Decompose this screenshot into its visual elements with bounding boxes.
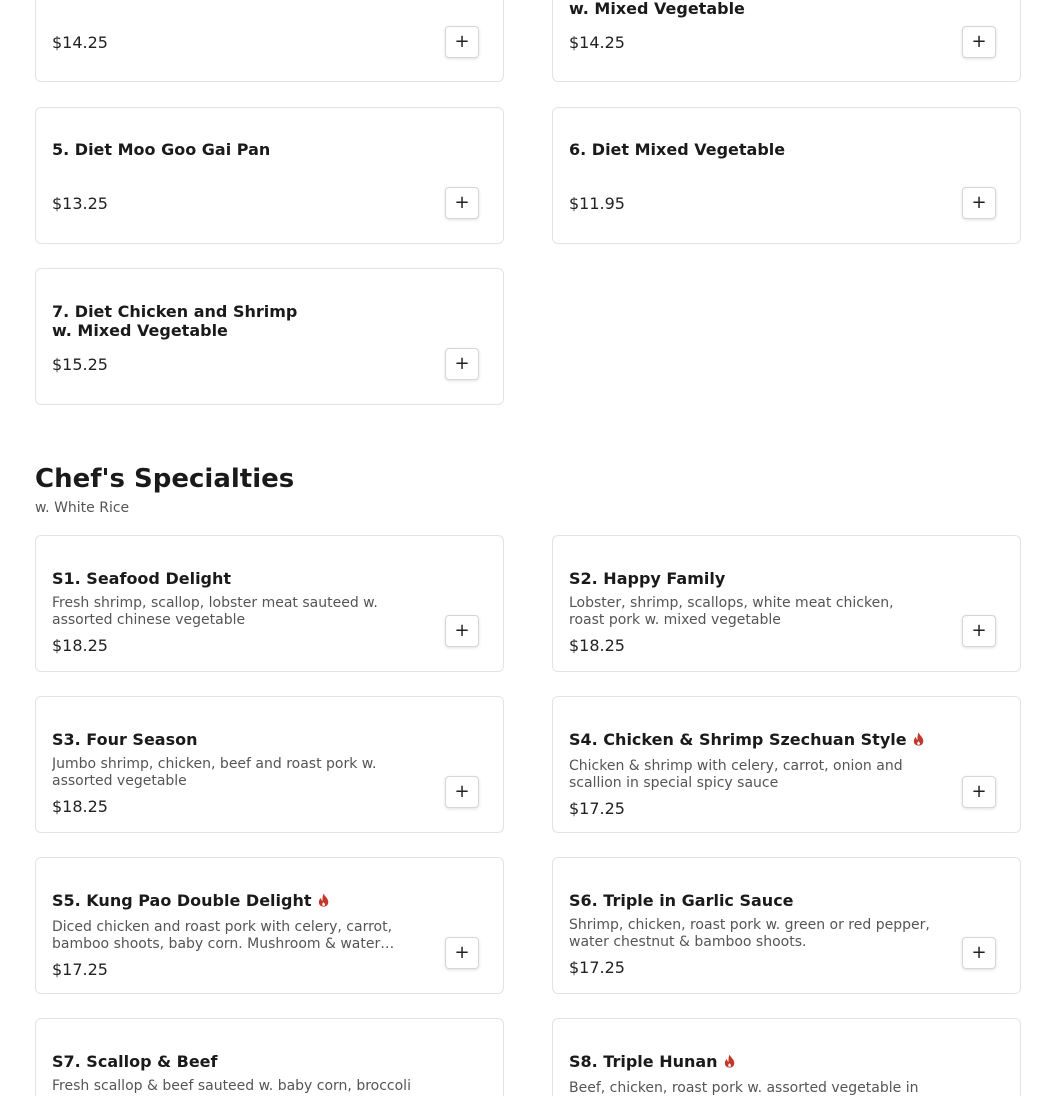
item-name-text: S4. Chicken & Shrimp Szechuan Style [569, 730, 907, 749]
menu-item-card[interactable] [35, 696, 504, 833]
item-description: Lobster, shrimp, scallops, white meat chicken, roast pork w. mixed vegetable [569, 595, 894, 628]
item-price: $17.25 [569, 958, 625, 977]
plus-icon: + [454, 353, 470, 374]
menu-item-card[interactable] [35, 857, 504, 994]
item-description: Shrimp, chicken, roast pork w. green or red pepper, water chestnut & bamboo shoots. [569, 917, 930, 950]
plus-icon: + [971, 31, 987, 52]
plus-icon: + [454, 192, 470, 213]
menu-item-card[interactable] [35, 1018, 504, 1096]
item-name: 6. Diet Mixed Vegetable [569, 140, 786, 159]
menu-item-card[interactable] [552, 107, 1021, 244]
item-price: $15.25 [52, 355, 108, 374]
plus-icon: + [454, 620, 470, 641]
menu-item-card[interactable] [35, 107, 504, 244]
menu-item-card[interactable] [552, 535, 1021, 672]
item-description: Chicken & shrimp with celery, carrot, onion and scallion in special spicy sauce [569, 758, 903, 791]
flame-icon [318, 892, 329, 911]
item-description: Fresh shrimp, scallop, lobster meat sauteed w. assorted chinese vegetable [52, 595, 378, 628]
flame-icon [913, 731, 924, 750]
item-description: Fresh scallop & beef sauteed w. baby corn, broccoli [52, 1078, 411, 1094]
item-name [569, 1052, 939, 1072]
add-to-cart-button[interactable] [445, 187, 479, 219]
item-price: $14.25 [569, 33, 625, 52]
add-to-cart-button[interactable] [962, 776, 996, 808]
item-name-line: 7. Diet Chicken and Shrimp [52, 302, 298, 321]
item-name [52, 891, 422, 911]
menu-item-card[interactable] [35, 0, 504, 82]
add-to-cart-button[interactable] [445, 776, 479, 808]
plus-icon: + [971, 192, 987, 213]
plus-icon: + [971, 620, 987, 641]
menu-item-card[interactable] [552, 857, 1021, 994]
item-name-text: S1. Seafood Delight [52, 569, 232, 588]
add-to-cart-button[interactable] [445, 26, 479, 58]
item-price: $14.25 [52, 33, 108, 52]
item-name-text: S8. Triple Hunan [569, 1052, 718, 1071]
item-name [52, 1052, 422, 1071]
menu-item-card[interactable] [552, 696, 1021, 833]
plus-icon: + [971, 781, 987, 802]
plus-icon: + [454, 942, 470, 963]
item-name [52, 302, 422, 340]
menu-item-card[interactable] [552, 1018, 1021, 1096]
item-name: 5. Diet Moo Goo Gai Pan [52, 140, 271, 159]
item-name-line: w. Mixed Vegetable [52, 321, 228, 340]
add-to-cart-button[interactable] [962, 26, 996, 58]
item-name [569, 730, 939, 750]
menu-item-card[interactable] [35, 268, 504, 405]
item-description: Beef, chicken, roast pork w. assorted vegetable in [569, 1080, 919, 1096]
item-description: Jumbo shrimp, chicken, beef and roast pork w. assorted vegetable [52, 756, 377, 789]
item-price: $18.25 [52, 636, 108, 655]
item-name-text: S2. Happy Family [569, 569, 726, 588]
item-name [569, 569, 939, 588]
item-price: $18.25 [569, 636, 625, 655]
item-price: $17.25 [569, 799, 625, 818]
item-name-text: S7. Scallop & Beef [52, 1052, 218, 1071]
add-to-cart-button[interactable] [962, 615, 996, 647]
menu-item-card[interactable] [35, 535, 504, 672]
item-name [569, 891, 939, 910]
add-to-cart-button[interactable] [445, 615, 479, 647]
item-description: Diced chicken and roast pork with celery, carrot, bamboo shoots, baby corn. Mushroom & water [52, 919, 393, 952]
add-to-cart-button[interactable] [445, 937, 479, 969]
item-name [52, 569, 422, 588]
add-to-cart-button[interactable] [962, 937, 996, 969]
plus-icon: + [971, 942, 987, 963]
item-price: $18.25 [52, 797, 108, 816]
plus-icon: + [454, 781, 470, 802]
add-to-cart-button[interactable] [445, 348, 479, 380]
item-price: $17.25 [52, 960, 108, 979]
section-subtitle: w. White Rice [35, 500, 130, 516]
flame-icon [724, 1053, 735, 1072]
item-price: $11.95 [569, 194, 625, 213]
section-title: Chef's Specialties [35, 464, 295, 494]
item-name-text: S6. Triple in Garlic Sauce [569, 891, 794, 910]
add-to-cart-button[interactable] [962, 187, 996, 219]
item-name-text: S3. Four Season [52, 730, 198, 749]
item-price: $13.25 [52, 194, 108, 213]
item-name: w. Mixed Vegetable [569, 0, 745, 18]
plus-icon: + [454, 31, 470, 52]
item-name [52, 730, 422, 749]
item-name-text: S5. Kung Pao Double Delight [52, 891, 312, 910]
menu-item-card[interactable] [552, 0, 1021, 82]
